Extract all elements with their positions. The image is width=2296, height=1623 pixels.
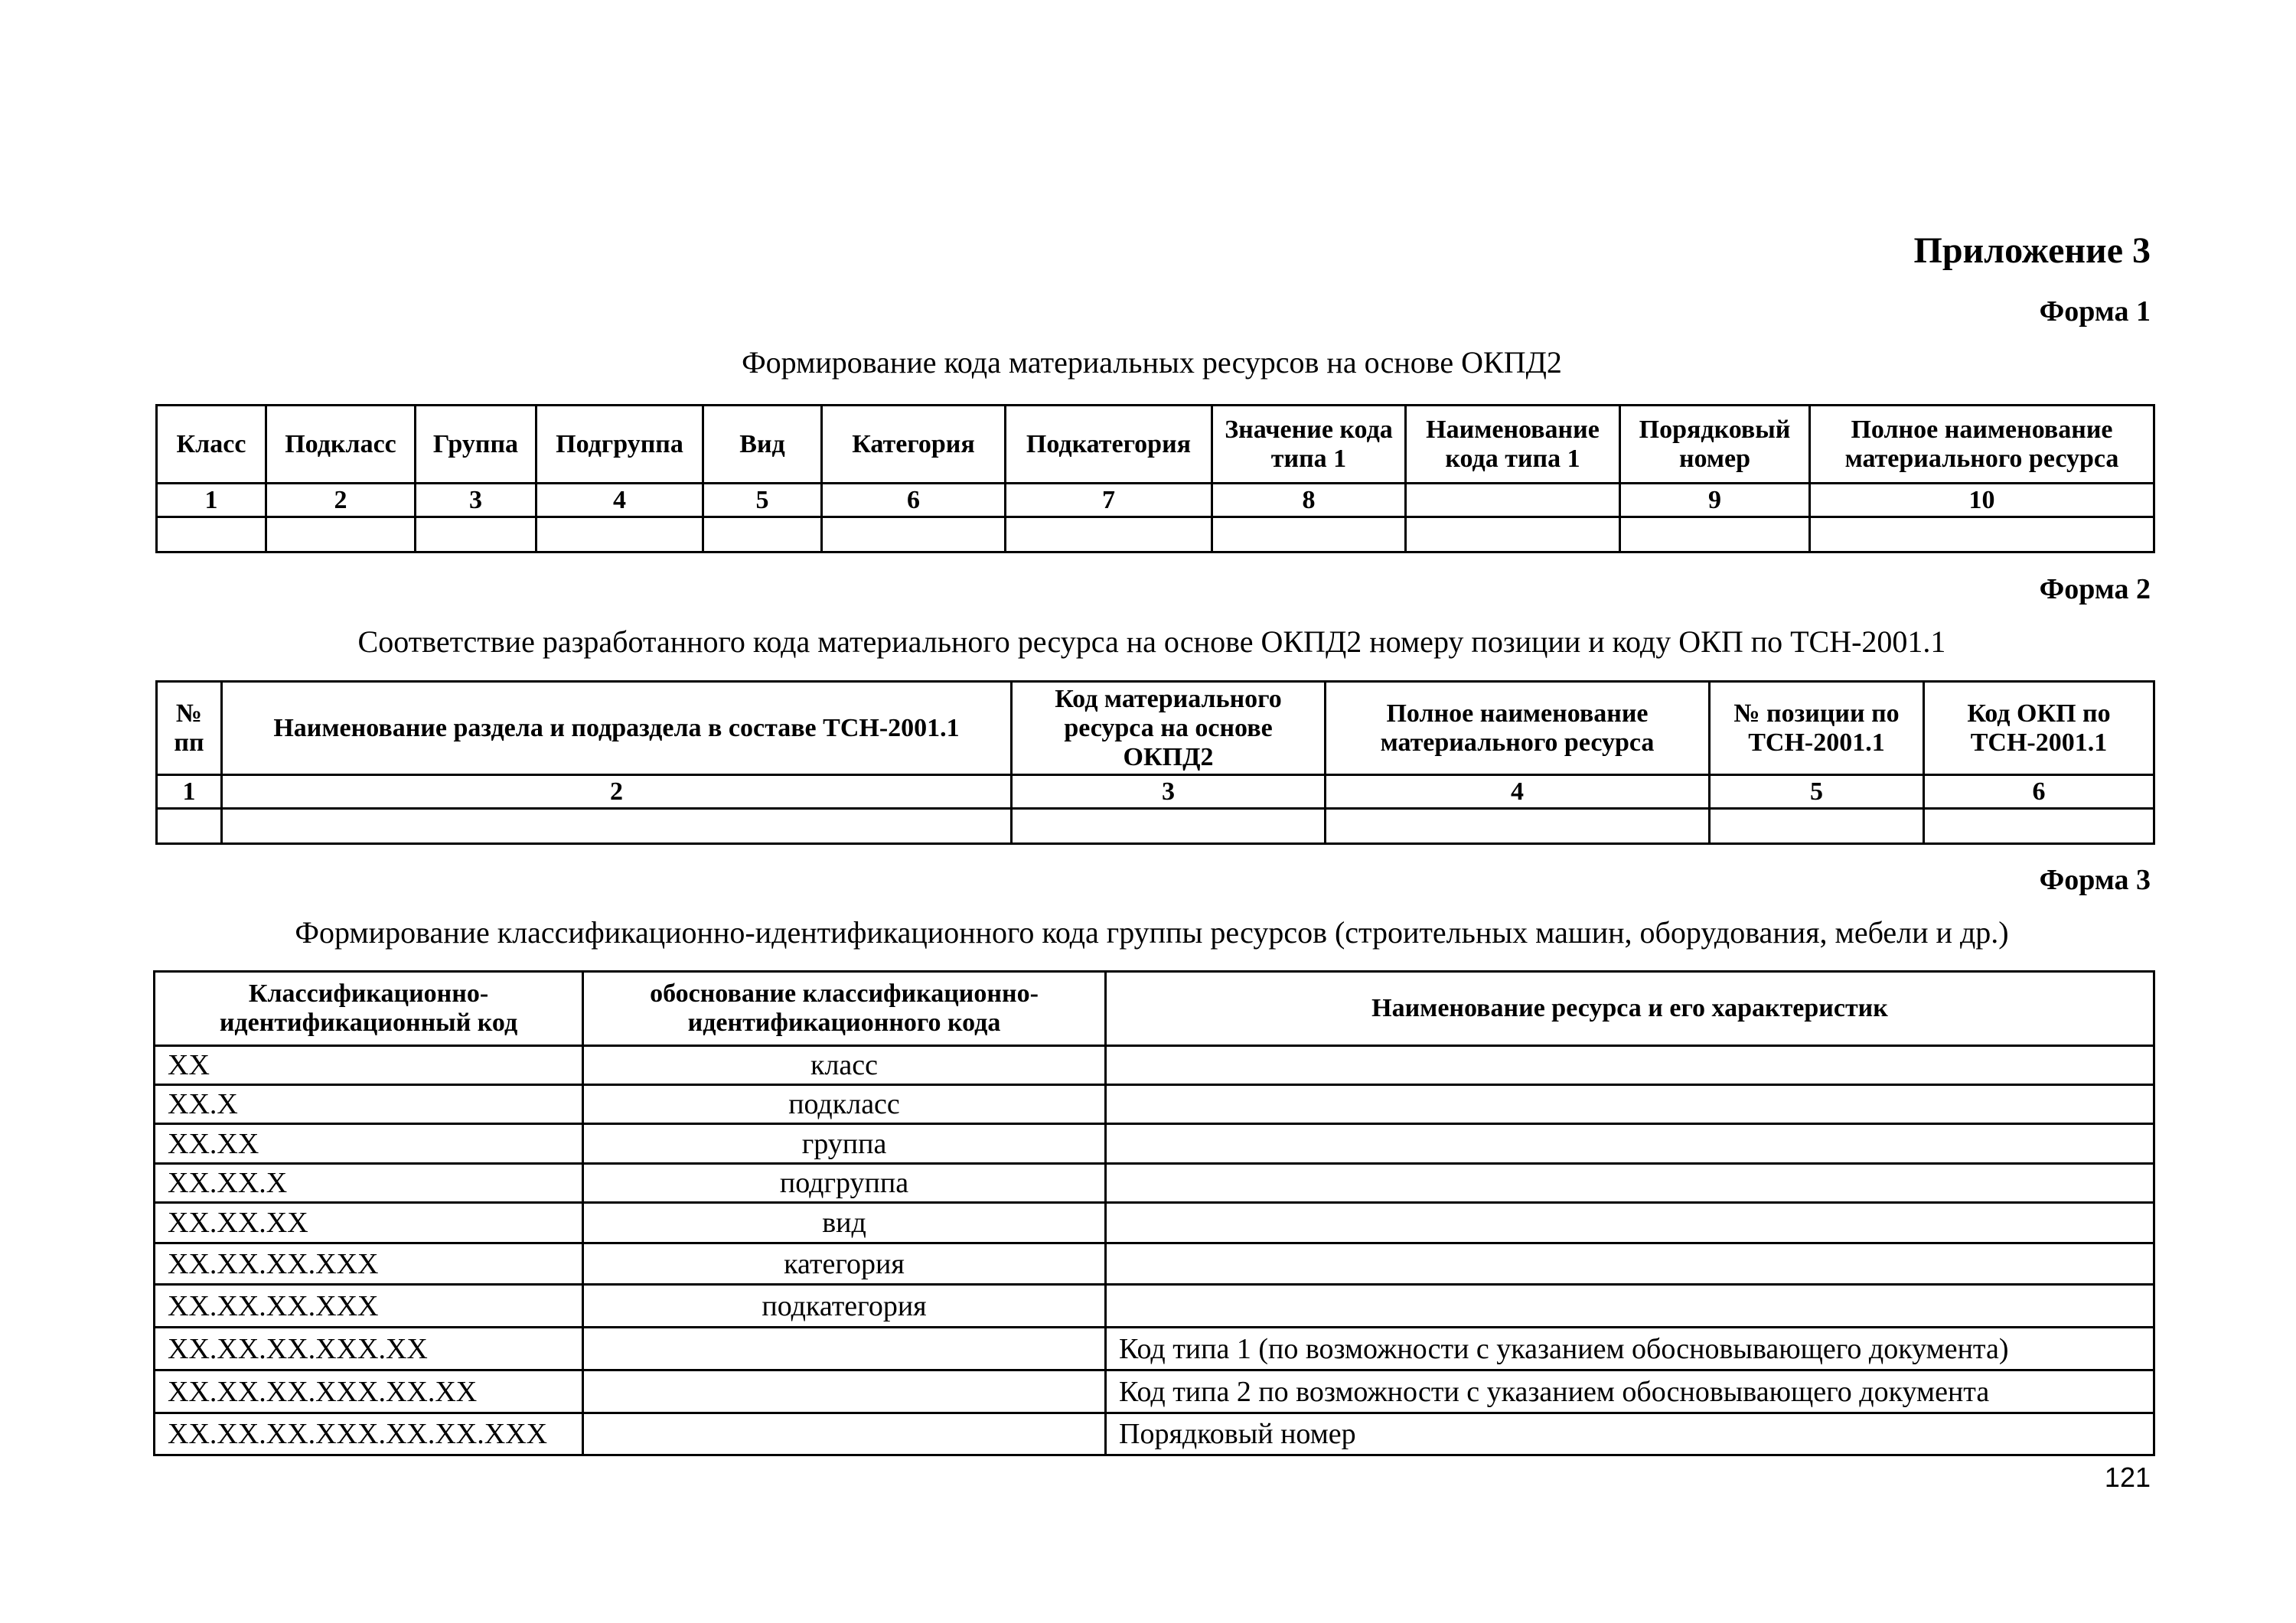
form1-number-row [157, 484, 2154, 517]
justification-cell [583, 1328, 1106, 1370]
justification-cell: группа [583, 1124, 1106, 1164]
form3-header-cell: Классификационно-идентификационный код [155, 972, 583, 1046]
form1-header-row [157, 406, 2154, 484]
table-row [155, 1124, 2154, 1164]
form1-header-cell: Подкласс [266, 406, 416, 484]
description-cell [1106, 1085, 2154, 1124]
form1-number-cell: 7 [1006, 484, 1212, 517]
justification-cell: вид [583, 1203, 1106, 1243]
description-cell [1106, 1124, 2154, 1164]
table-row [155, 1413, 2154, 1455]
code-cell: ХХ.ХХ.ХХ.ХХХ.ХХ.ХХ [155, 1370, 583, 1413]
form1-number-cell: 8 [1212, 484, 1406, 517]
description-cell: Порядковый номер [1106, 1413, 2154, 1455]
code-cell: ХХ.ХХ.ХХ.ХХХ.ХХ.ХХ.ХХХ [155, 1413, 583, 1455]
form1-number-cell: 5 [703, 484, 822, 517]
form1-number-cell: 6 [822, 484, 1006, 517]
table-row [155, 1285, 2154, 1328]
description-cell [1106, 1243, 2154, 1285]
code-cell: ХХ.ХХ.Х [155, 1164, 583, 1203]
description-cell [1106, 1164, 2154, 1203]
code-cell: ХХ.Х [155, 1085, 583, 1124]
form2-number-cell: 2 [222, 775, 1012, 809]
form1-header-cell: Подкатегория [1006, 406, 1212, 484]
form1-header-cell: Класс [157, 406, 266, 484]
code-cell: ХХ.ХХ.ХХ.ХХХ.ХХ [155, 1328, 583, 1370]
justification-cell [583, 1413, 1106, 1455]
form2-table [155, 680, 2155, 845]
form1-number-cell: 9 [1620, 484, 1810, 517]
page-number: 121 [2104, 1462, 2151, 1493]
form1-empty-row [157, 517, 2154, 552]
form1-header-cell: Группа [416, 406, 536, 484]
form2-number-cell: 1 [157, 775, 222, 809]
form2-caption: Соответствие разработанного кода материального ресурса на основе ОКПД2 номеру позиции и коду ОКП по ТСН-2001.1 [357, 624, 1946, 659]
table-row [155, 1370, 2154, 1413]
form1-header-cell: Вид [703, 406, 822, 484]
table-row [155, 1328, 2154, 1370]
appendix-title: Приложение 3 [1913, 230, 2151, 271]
form1-header-cell: Порядковый номер [1620, 406, 1810, 484]
form1-number-cell: 2 [266, 484, 416, 517]
form2-number-cell: 4 [1326, 775, 1710, 809]
form2-header-row [157, 682, 2154, 775]
form2-header-cell: Наименование раздела и подраздела в составе ТСН-2001.1 [222, 682, 1012, 775]
form1-table [155, 404, 2155, 553]
form1-number-cell: 3 [416, 484, 536, 517]
form3-header-cell: обоснование классификационно-идентификационного кода [583, 972, 1106, 1046]
form2-number-row [157, 775, 2154, 809]
form1-header-cell: Категория [822, 406, 1006, 484]
justification-cell [583, 1370, 1106, 1413]
form2-header-cell: Код материального ресурса на основе ОКПД2 [1012, 682, 1326, 775]
code-cell: ХХ.ХХ [155, 1124, 583, 1164]
form1-header-cell: Наименование кода типа 1 [1406, 406, 1620, 484]
form1-number-cell: 4 [536, 484, 703, 517]
form2-header-cell: Полное наименование материального ресурса [1326, 682, 1710, 775]
form2-label: Форма 2 [2039, 573, 2151, 605]
form1-number-cell [1406, 484, 1620, 517]
form3-caption: Формирование классификационно-идентификационного кода группы ресурсов (строительных машин, оборудования, мебели и др.) [295, 915, 2009, 950]
form1-number-cell: 10 [1810, 484, 2154, 517]
justification-cell: категория [583, 1243, 1106, 1285]
code-cell: ХХ.ХХ.ХХ [155, 1203, 583, 1243]
form3-table [153, 970, 2155, 1456]
form2-number-cell: 3 [1012, 775, 1326, 809]
justification-cell: подгруппа [583, 1164, 1106, 1203]
form3-label: Форма 3 [2039, 864, 2151, 896]
description-cell [1106, 1046, 2154, 1085]
table-row [155, 1164, 2154, 1203]
form1-caption: Формирование кода материальных ресурсов на основе ОКПД2 [742, 345, 1562, 380]
description-cell [1106, 1203, 2154, 1243]
justification-cell: класс [583, 1046, 1106, 1085]
code-cell: ХХ [155, 1046, 583, 1085]
table-row [155, 1046, 2154, 1085]
description-cell [1106, 1285, 2154, 1328]
form2-header-cell: Код ОКП по ТСН-2001.1 [1924, 682, 2154, 775]
form2-number-cell: 6 [1924, 775, 2154, 809]
code-cell: ХХ.ХХ.ХХ.ХХХ [155, 1285, 583, 1328]
description-cell: Код типа 2 по возможности с указанием обосновывающего документа [1106, 1370, 2154, 1413]
justification-cell: подкатегория [583, 1285, 1106, 1328]
form1-header-cell: Подгруппа [536, 406, 703, 484]
form3-header-cell: Наименование ресурса и его характеристик [1106, 972, 2154, 1046]
justification-cell: подкласс [583, 1085, 1106, 1124]
form1-number-cell: 1 [157, 484, 266, 517]
form1-label: Форма 1 [2039, 295, 2151, 328]
form1-header-cell: Полное наименование материального ресурса [1810, 406, 2154, 484]
form2-empty-row [157, 809, 2154, 844]
description-cell: Код типа 1 (по возможности с указанием обосновывающего документа) [1106, 1328, 2154, 1370]
code-cell: ХХ.ХХ.ХХ.ХХХ [155, 1243, 583, 1285]
form2-number-cell: 5 [1710, 775, 1924, 809]
form1-header-cell: Значение кода типа 1 [1212, 406, 1406, 484]
form3-header-row [155, 972, 2154, 1046]
form2-header-cell: № пп [157, 682, 222, 775]
table-row [155, 1243, 2154, 1285]
form2-header-cell: № позиции по ТСН-2001.1 [1710, 682, 1924, 775]
table-row [155, 1203, 2154, 1243]
table-row [155, 1085, 2154, 1124]
